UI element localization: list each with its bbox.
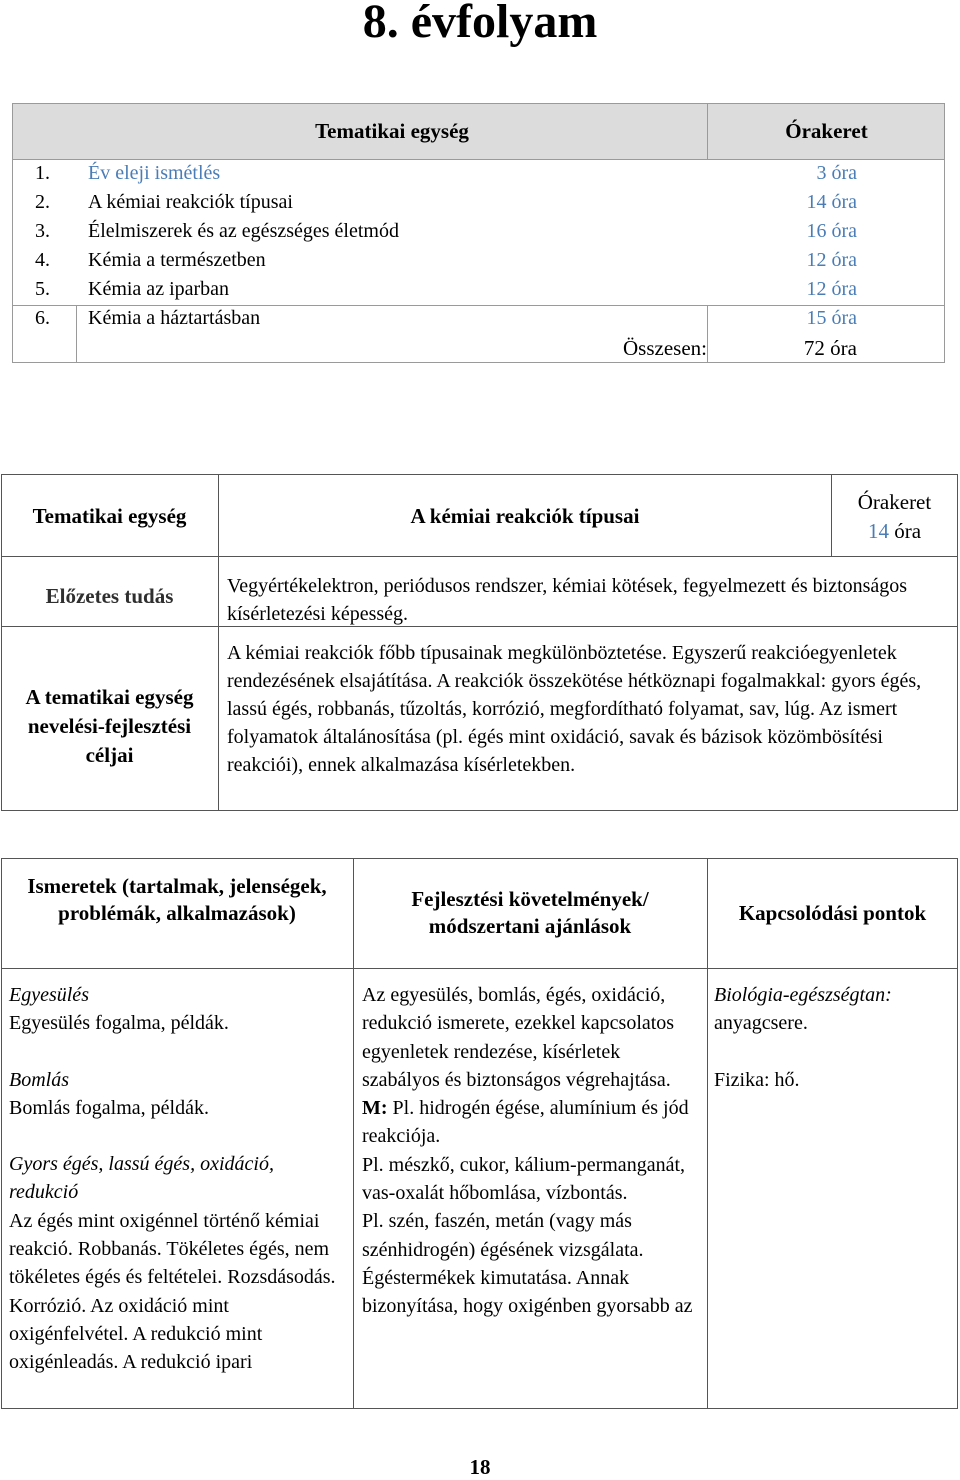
row-hours: 16 óra — [806, 220, 857, 242]
row-unit-name: Év eleji ismétlés — [88, 162, 221, 184]
row-unit-name: Kémia az iparban — [88, 278, 230, 300]
knowledge-heading: Egyesülés — [9, 984, 89, 1006]
requirements-example — [362, 1094, 700, 1151]
row-number: 2. — [35, 191, 50, 213]
prior-knowledge-label: Előzetes tudás — [45, 584, 174, 608]
row-hours: 14 óra — [806, 191, 857, 213]
header-requirements: Fejlesztési követelmények/ módszertani ajánlások — [411, 887, 649, 938]
header-knowledge: Ismeretek (tartalmak, jelenségek, problémák, alkalmazások) — [27, 874, 327, 925]
unit-hours-number: 14 — [867, 519, 889, 543]
requirements-example: Pl. mészkő, cukor, kálium-permanganát, vas-oxalát hőbomlása, vízbontás. — [362, 1153, 685, 1205]
goals-text: A kémiai reakciók főbb típusainak megkülönböztetése. Egyszerű reakcióegyenletek rendezésének elsajátítása. A reakciók összekötése hétköznapi fogalmakkal: gyors égés, lassú égés, robbanás, tűzoltás, korrózió, megfordítható folyamat, sav, lúg. Az ismert folyamatok általánosítása (pl. égés mint oxidáció, savak és bázisok közömbösítési reakciói), ennek alkalmazása kísérletekben. — [227, 642, 922, 776]
details-table — [1, 858, 958, 1409]
knowledge-text: Egyesülés fogalma, példák. — [9, 1012, 229, 1035]
row-unit-name: Kémia a háztartásban — [88, 307, 261, 329]
row-hours: 12 óra — [806, 278, 857, 300]
overview-row — [12, 217, 945, 246]
row-unit-name: Élelmiszerek és az egészséges életmód — [88, 220, 399, 242]
knowledge-heading: Gyors égés, lassú égés, oxidáció, redukció — [9, 1153, 274, 1204]
overview-row — [12, 159, 945, 188]
overview-row — [12, 246, 945, 275]
overview-header-unit: Tematikai egység — [315, 119, 469, 143]
unit-label: Tematikai egység — [32, 504, 187, 528]
overview-header-hours: Órakeret — [785, 119, 868, 143]
requirements-text: Az egyesülés, bomlás, égés, oxidáció, redukció ismerete, ezekkel kapcsolatos egyenletek rendezése, kísérletek szabályos és biztonságos végrehajtása. — [362, 984, 675, 1091]
total-label: Összesen: — [623, 336, 707, 360]
requirements-example: Pl. szén, faszén, metán (vagy más szénhidrogén) égésének vizsgálata. Égéstermékek kimutatása. Annak bizonyítása, hogy oxigénben gyorsabb az — [362, 1210, 693, 1318]
overview-row — [12, 188, 945, 217]
unit-hours-value — [832, 517, 957, 546]
link-physics: Fizika: hő. — [714, 1068, 800, 1091]
row-unit-name: A kémiai reakciók típusai — [88, 191, 293, 213]
row-hours: 12 óra — [806, 249, 857, 271]
row-unit-name: Kémia a természetben — [88, 249, 266, 271]
knowledge-heading: Bomlás — [9, 1068, 69, 1091]
overview-row — [12, 275, 945, 304]
knowledge-column — [9, 981, 345, 1377]
method-text: Pl. hidrogén égése, alumínium és jód reakciója. — [362, 1097, 689, 1148]
row-number: 3. — [35, 220, 50, 242]
total-value: 72 óra — [803, 336, 857, 360]
page-title: 8. évfolyam — [362, 0, 598, 48]
prior-knowledge-text: Vegyértékelektron, periódusos rendszer, kémiai kötések, fegyelmezett és biztonságos kísérletezési képesség. — [227, 575, 908, 625]
unit-table — [1, 474, 958, 812]
requirements-column — [362, 981, 700, 1321]
overview-total-row — [12, 334, 945, 363]
link-biology-text: anyagcsere. — [714, 1012, 808, 1035]
unit-hours-unit: óra — [894, 519, 922, 543]
row-number: 1. — [35, 162, 50, 184]
knowledge-text: Az égés mint oxigénnel történő kémiai reakció. Robbanás. Tökéletes égés, nem tökéletes égés és feltételei. Rozsdásodás. Korrózió. Az oxidáció mint oxigénfelvétel. A redukció mint oxigénleadás. A redukció ipari — [9, 1209, 336, 1374]
row-number: 5. — [35, 278, 50, 300]
page-number: 18 — [469, 1455, 491, 1479]
links-column — [714, 981, 954, 1094]
link-biology-label: Biológia-egészségtan: — [714, 984, 892, 1006]
unit-title: A kémiai reakciók típusai — [410, 504, 640, 528]
row-number: 6. — [35, 307, 50, 329]
overview-table — [12, 103, 945, 363]
knowledge-text: Bomlás fogalma, példák. — [9, 1096, 209, 1119]
unit-hours — [832, 488, 957, 546]
header-links: Kapcsolódási pontok — [738, 901, 927, 925]
overview-row — [12, 304, 945, 333]
row-hours: 3 óra — [816, 162, 857, 184]
row-number: 4. — [35, 249, 50, 271]
goals-label: A tematikai egység nevelési-fejlesztési céljai — [25, 685, 194, 767]
row-hours: 15 óra — [806, 307, 857, 329]
method-label: M: — [362, 1097, 388, 1120]
unit-hours-label: Órakeret — [857, 490, 932, 514]
